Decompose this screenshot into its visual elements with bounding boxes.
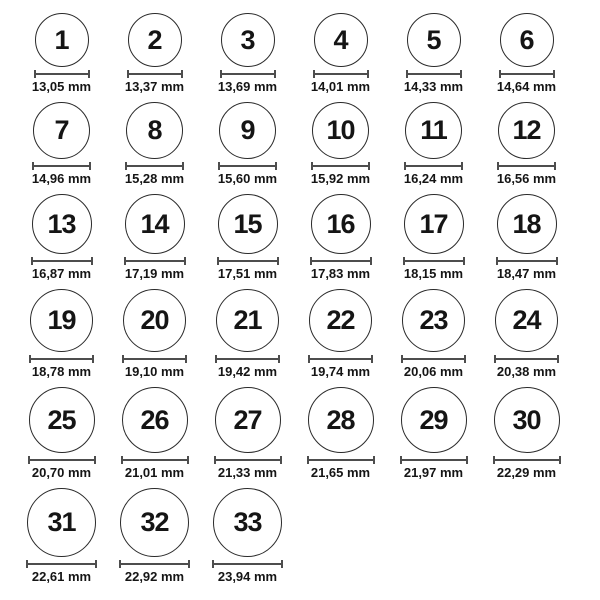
ring-circle <box>402 289 465 352</box>
ring-size-number: 19 <box>47 305 76 335</box>
diameter-label: 15,60 mm <box>217 171 278 186</box>
diameter-measure-line <box>493 456 561 464</box>
diameter-measure-line <box>497 162 556 170</box>
ring-size-item <box>480 289 573 379</box>
ring-size-number: 11 <box>420 115 447 145</box>
ring-size-row <box>15 289 600 379</box>
ring-size-number: 28 <box>326 404 355 435</box>
ring-size-number: 4 <box>333 24 348 55</box>
ring-circle <box>213 488 282 557</box>
ring-size-number: 25 <box>47 404 76 435</box>
diameter-measure-line <box>121 456 189 464</box>
ring-size-item <box>108 289 201 379</box>
diameter-measure-line <box>313 70 369 78</box>
ring-size-item <box>294 289 387 379</box>
ring-size-number: 30 <box>512 404 541 435</box>
ring-circle <box>126 102 183 159</box>
ring-size-item <box>480 13 573 94</box>
ring-circle <box>216 289 279 352</box>
diameter-label: 21,01 mm <box>124 465 185 480</box>
ring-size-number: 8 <box>147 115 162 145</box>
ring-size-number: 14 <box>140 208 169 239</box>
ring-circle <box>30 289 93 352</box>
ring-circle <box>495 289 558 352</box>
diameter-label: 14,64 mm <box>496 79 557 94</box>
ring-size-item <box>294 102 387 186</box>
diameter-label: 13,37 mm <box>124 79 185 94</box>
ring-size-item <box>201 194 294 281</box>
ring-size-item <box>15 194 108 281</box>
diameter-label: 21,97 mm <box>403 465 464 480</box>
diameter-label: 13,05 mm <box>31 79 92 94</box>
ring-size-item <box>201 102 294 186</box>
diameter-measure-line <box>29 355 94 363</box>
ring-size-item <box>480 194 573 281</box>
diameter-label: 15,28 mm <box>124 171 185 186</box>
diameter-measure-line <box>494 355 559 363</box>
ring-size-item <box>108 387 201 480</box>
diameter-measure-line <box>310 257 372 265</box>
diameter-measure-line <box>220 70 276 78</box>
ring-circle <box>407 13 461 67</box>
ring-circle <box>215 387 281 453</box>
diameter-label: 19,42 mm <box>217 364 278 379</box>
diameter-measure-line <box>217 257 279 265</box>
ring-size-item <box>15 387 108 480</box>
diameter-measure-line <box>311 162 370 170</box>
ring-circle <box>123 289 186 352</box>
ring-circle <box>125 194 185 254</box>
diameter-measure-line <box>308 355 373 363</box>
ring-size-number: 18 <box>512 208 541 239</box>
ring-size-grid <box>15 13 600 584</box>
diameter-label: 14,01 mm <box>310 79 371 94</box>
diameter-measure-line <box>403 257 465 265</box>
ring-size-item <box>201 289 294 379</box>
diameter-label: 19,10 mm <box>124 364 185 379</box>
diameter-label: 22,92 mm <box>124 569 185 584</box>
ring-size-row <box>15 387 600 480</box>
diameter-label: 21,65 mm <box>310 465 371 480</box>
ring-circle <box>498 102 555 159</box>
ring-size-number: 27 <box>233 404 262 435</box>
ring-size-number: 21 <box>233 305 262 335</box>
ring-size-number: 6 <box>519 24 534 55</box>
ring-circle <box>218 194 278 254</box>
ring-size-item <box>387 387 480 480</box>
diameter-measure-line <box>125 162 184 170</box>
diameter-label: 13,69 mm <box>217 79 278 94</box>
diameter-label: 18,15 mm <box>403 266 464 281</box>
diameter-label: 20,38 mm <box>496 364 557 379</box>
ring-size-row <box>15 13 600 94</box>
diameter-label: 18,78 mm <box>31 364 92 379</box>
diameter-label: 16,24 mm <box>403 171 464 186</box>
diameter-measure-line <box>122 355 187 363</box>
ring-circle <box>219 102 276 159</box>
ring-circle <box>314 13 368 67</box>
ring-circle <box>27 488 96 557</box>
ring-size-number: 23 <box>419 305 448 335</box>
diameter-measure-line <box>26 560 97 568</box>
diameter-measure-line <box>32 162 91 170</box>
ring-size-item <box>294 194 387 281</box>
ring-size-number: 3 <box>240 24 255 55</box>
diameter-measure-line <box>127 70 183 78</box>
ring-size-item <box>387 194 480 281</box>
diameter-measure-line <box>218 162 277 170</box>
diameter-label: 22,61 mm <box>31 569 92 584</box>
diameter-measure-line <box>28 456 96 464</box>
ring-circle <box>128 13 182 67</box>
ring-size-item <box>15 13 108 94</box>
ring-circle <box>308 387 374 453</box>
diameter-label: 14,33 mm <box>403 79 464 94</box>
diameter-label: 21,33 mm <box>217 465 278 480</box>
ring-size-item <box>480 387 573 480</box>
diameter-label: 20,70 mm <box>31 465 92 480</box>
diameter-label: 16,56 mm <box>496 171 557 186</box>
ring-circle <box>312 102 369 159</box>
diameter-measure-line <box>401 355 466 363</box>
ring-size-row <box>15 102 600 186</box>
diameter-label: 22,29 mm <box>496 465 557 480</box>
ring-size-number: 17 <box>419 208 448 239</box>
diameter-label: 17,19 mm <box>124 266 185 281</box>
ring-size-item <box>108 102 201 186</box>
ring-size-number: 12 <box>512 115 541 145</box>
diameter-label: 19,74 mm <box>310 364 371 379</box>
ring-size-item <box>201 488 294 584</box>
diameter-measure-line <box>499 70 555 78</box>
diameter-measure-line <box>404 162 463 170</box>
ring-size-number: 16 <box>326 208 355 239</box>
ring-circle <box>311 194 371 254</box>
diameter-label: 18,47 mm <box>496 266 557 281</box>
diameter-label: 20,06 mm <box>403 364 464 379</box>
ring-size-row <box>15 194 600 281</box>
ring-circle <box>497 194 557 254</box>
diameter-measure-line <box>496 257 558 265</box>
ring-size-number: 9 <box>240 115 255 145</box>
ring-circle <box>29 387 95 453</box>
ring-size-item <box>387 13 480 94</box>
ring-circle <box>405 102 462 159</box>
ring-size-number: 15 <box>233 208 262 239</box>
ring-circle <box>33 102 90 159</box>
diameter-measure-line <box>307 456 375 464</box>
ring-size-number: 29 <box>419 404 448 435</box>
ring-size-number: 32 <box>140 507 169 537</box>
ring-size-item <box>15 102 108 186</box>
ring-size-number: 13 <box>47 208 76 239</box>
ring-size-item <box>108 194 201 281</box>
ring-size-item <box>387 102 480 186</box>
ring-size-item <box>294 13 387 94</box>
ring-size-item <box>108 13 201 94</box>
ring-size-row <box>15 488 600 584</box>
diameter-measure-line <box>212 560 283 568</box>
ring-size-number: 33 <box>233 507 262 537</box>
diameter-label: 15,92 mm <box>310 171 371 186</box>
diameter-label: 17,51 mm <box>217 266 278 281</box>
ring-size-number: 26 <box>140 404 169 435</box>
ring-circle <box>500 13 554 67</box>
ring-size-item <box>387 289 480 379</box>
ring-circle <box>401 387 467 453</box>
ring-size-number: 24 <box>512 305 541 335</box>
diameter-measure-line <box>124 257 186 265</box>
ring-size-number: 5 <box>426 24 441 55</box>
ring-size-item <box>108 488 201 584</box>
ring-circle <box>494 387 560 453</box>
diameter-measure-line <box>34 70 90 78</box>
diameter-measure-line <box>400 456 468 464</box>
ring-size-item <box>15 289 108 379</box>
diameter-measure-line <box>215 355 280 363</box>
diameter-measure-line <box>119 560 190 568</box>
ring-size-item <box>294 387 387 480</box>
ring-circle <box>35 13 89 67</box>
ring-size-number: 7 <box>54 115 69 145</box>
diameter-label: 17,83 mm <box>310 266 371 281</box>
ring-size-number: 10 <box>326 115 355 145</box>
ring-size-number: 2 <box>147 24 162 55</box>
ring-size-item <box>480 102 573 186</box>
diameter-label: 16,87 mm <box>31 266 92 281</box>
ring-circle <box>309 289 372 352</box>
diameter-measure-line <box>214 456 282 464</box>
ring-circle <box>32 194 92 254</box>
ring-size-item <box>201 387 294 480</box>
ring-size-item <box>15 488 108 584</box>
diameter-measure-line <box>31 257 93 265</box>
diameter-measure-line <box>406 70 462 78</box>
ring-circle <box>404 194 464 254</box>
ring-size-number: 22 <box>326 305 355 335</box>
ring-size-number: 20 <box>140 305 169 335</box>
diameter-label: 14,96 mm <box>31 171 92 186</box>
ring-circle <box>221 13 275 67</box>
ring-size-number: 1 <box>54 24 69 55</box>
diameter-label: 23,94 mm <box>217 569 278 584</box>
ring-circle <box>120 488 189 557</box>
ring-circle <box>122 387 188 453</box>
ring-size-number: 31 <box>47 507 76 537</box>
ring-size-item <box>201 13 294 94</box>
